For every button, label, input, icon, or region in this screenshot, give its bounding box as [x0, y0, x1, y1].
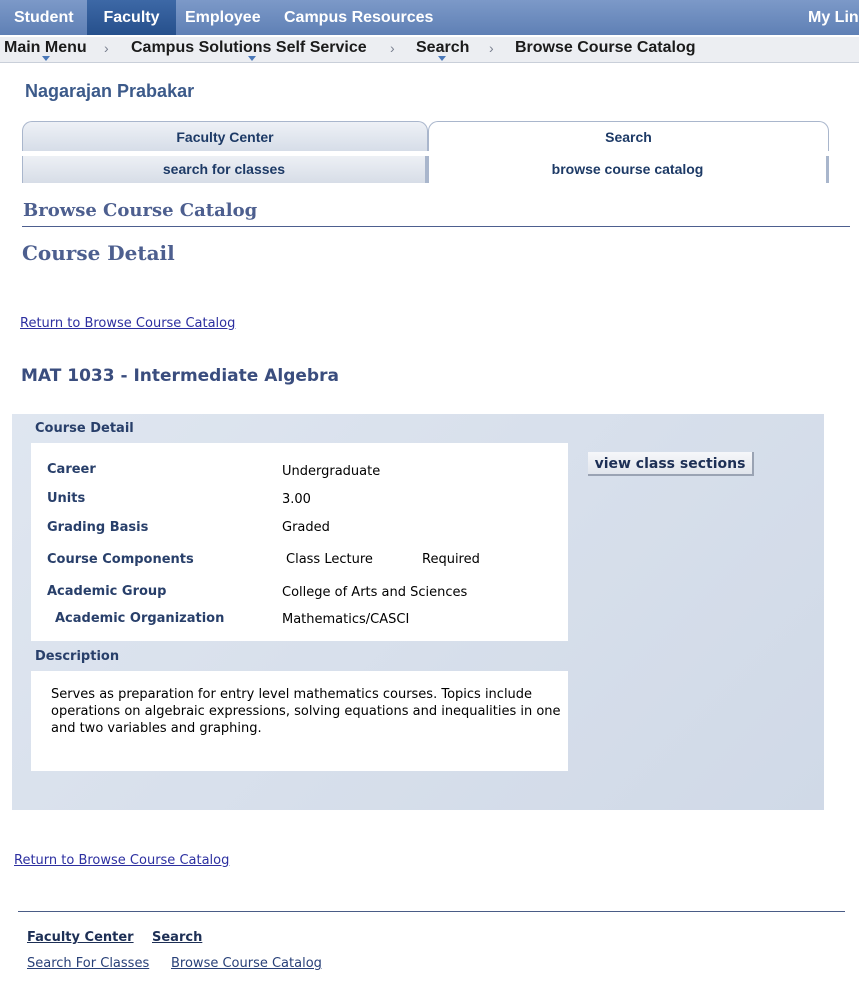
breadcrumb-separator-icon: › [390, 40, 395, 56]
tab-faculty-center[interactable]: Faculty Center [22, 121, 428, 151]
return-to-catalog-link-bottom[interactable]: Return to Browse Course Catalog [14, 853, 230, 868]
campus-solutions-caret-icon [248, 56, 256, 61]
tab-search[interactable]: Search [428, 121, 829, 151]
footer-link-browse-course-catalog[interactable]: Browse Course Catalog [171, 956, 322, 971]
search-caret-icon [438, 56, 446, 61]
academic-group-value: College of Arts and Sciences [282, 585, 468, 600]
view-class-sections-button[interactable]: view class sections [588, 452, 754, 476]
course-title: MAT 1033 - Intermediate Algebra [21, 366, 339, 386]
breadcrumb [0, 37, 859, 63]
heading-divider [22, 226, 850, 227]
main-menu-caret-icon [42, 56, 50, 61]
nav-tab-campus-resources[interactable]: Campus Resources [284, 9, 434, 26]
top-navigation-bar [0, 0, 859, 35]
breadcrumb-main-menu[interactable]: Main Menu [4, 39, 87, 56]
grading-basis-label: Grading Basis [47, 520, 149, 535]
course-component-value: Class Lecture [286, 552, 373, 567]
breadcrumb-separator-icon: › [104, 40, 109, 56]
nav-tab-student[interactable]: Student [14, 9, 74, 26]
footer-link-search-for-classes[interactable]: Search For Classes [27, 956, 150, 971]
subtab-search-for-classes[interactable]: search for classes [22, 156, 428, 183]
academic-organization-value: Mathematics/CASCI [282, 612, 410, 627]
course-components-label: Course Components [47, 552, 194, 567]
footer-link-faculty-center[interactable]: Faculty Center [27, 930, 134, 945]
my-links-menu[interactable]: My Lin [808, 9, 859, 26]
units-label: Units [47, 491, 86, 506]
footer-link-search[interactable]: Search [152, 930, 203, 945]
course-component-status: Required [422, 552, 480, 567]
units-value: 3.00 [282, 492, 311, 507]
breadcrumb-separator-icon: › [489, 40, 494, 56]
breadcrumb-browse-course-catalog: Browse Course Catalog [515, 39, 696, 56]
career-label: Career [47, 462, 96, 477]
breadcrumb-search[interactable]: Search [416, 39, 470, 56]
academic-organization-label: Academic Organization [55, 611, 225, 626]
page-heading: Browse Course Catalog [23, 200, 258, 221]
academic-group-label: Academic Group [47, 584, 167, 599]
return-to-catalog-link-top[interactable]: Return to Browse Course Catalog [20, 316, 236, 331]
subtab-browse-course-catalog[interactable]: browse course catalog [428, 156, 829, 183]
grading-basis-value: Graded [282, 520, 330, 535]
nav-tab-employee[interactable]: Employee [185, 9, 261, 26]
course-description: Serves as preparation for entry level mathematics courses. Topics include operations on algebraic expressions, solving equations and inequalities in one and two variables and graphing. [51, 687, 561, 736]
career-value: Undergraduate [282, 464, 381, 479]
course-detail-label: Course Detail [35, 421, 134, 436]
breadcrumb-campus-solutions[interactable]: Campus Solutions Self Service [131, 39, 367, 56]
user-name: Nagarajan Prabakar [25, 81, 195, 101]
section-title: Course Detail [22, 241, 175, 265]
footer-divider [18, 911, 845, 912]
nav-tab-faculty[interactable]: Faculty [87, 0, 176, 35]
description-label: Description [35, 649, 120, 664]
